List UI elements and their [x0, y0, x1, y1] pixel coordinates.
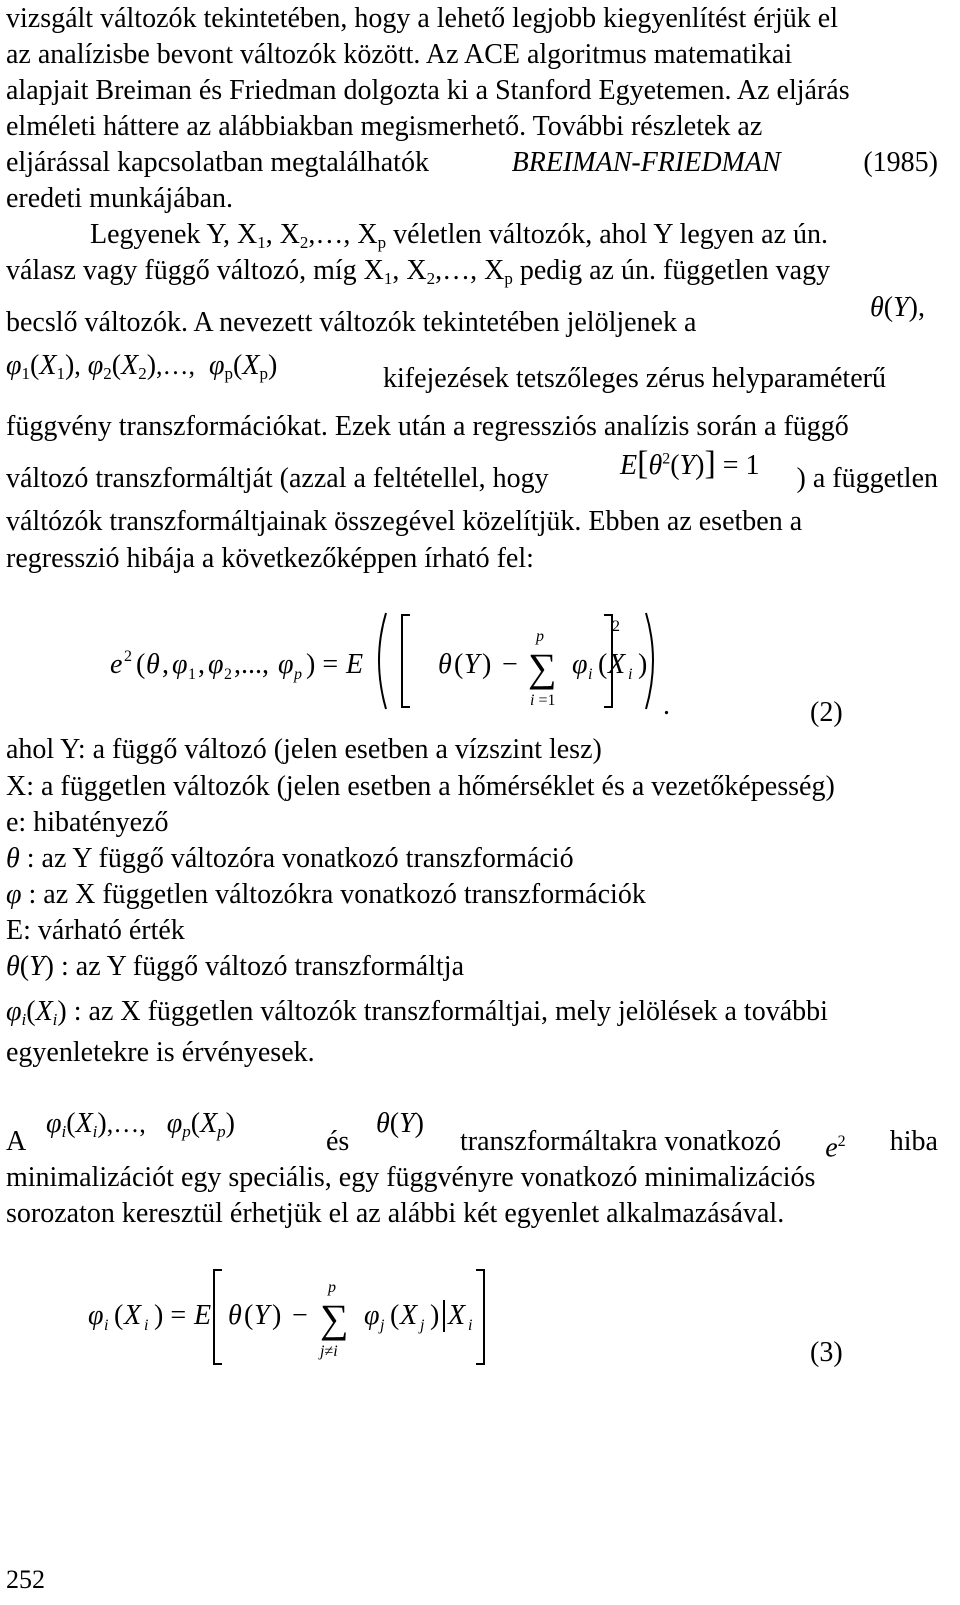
- svg-text:θ: θ: [228, 1300, 242, 1331]
- svg-text:2: 2: [224, 666, 232, 683]
- svg-text:i: i: [144, 1317, 149, 1334]
- equation-3: [88, 1262, 508, 1377]
- svg-text:φ: φ: [572, 649, 588, 680]
- svg-text:1: 1: [188, 666, 196, 683]
- svg-text:φ: φ: [364, 1300, 380, 1331]
- text-line: e: hibatényező: [6, 807, 169, 838]
- svg-text:Y: Y: [464, 649, 480, 680]
- svg-text:j: j: [380, 1317, 385, 1334]
- text-line: ahol Y: a függő változó (jelen esetben a vízszint lesz): [6, 734, 602, 765]
- svg-text:(: (: [454, 649, 464, 680]
- svg-text:i: i: [104, 1317, 109, 1334]
- svg-text:∑: ∑: [528, 645, 557, 690]
- text-line: minimalizációt egy speciális, egy függvényre vonatkozó minimalizációs: [6, 1162, 816, 1193]
- svg-text:X: X: [124, 1300, 142, 1331]
- equation-number: (3): [810, 1337, 843, 1368]
- theta-y-expression: θ(Y),: [870, 292, 925, 323]
- svg-text:(: (: [114, 1300, 124, 1331]
- phi-i-and-p-expression: $\varphi_i(X_i),\dots$, $\varphi_p(X_p)$: [46, 1108, 235, 1141]
- text-line: A: [6, 1126, 27, 1157]
- svg-text:): ): [638, 649, 648, 680]
- svg-text:,: ,: [198, 649, 205, 680]
- text-line: E: várható érték: [6, 915, 185, 946]
- text-line: az analízisbe bevont változók között. Az ACE algoritmus matematikai: [6, 39, 793, 70]
- equation-2: [110, 605, 670, 715]
- text-line: és: [326, 1126, 350, 1157]
- svg-text:(: (: [244, 1300, 254, 1331]
- theta-y-expression: θ(Y): [376, 1108, 424, 1139]
- text-line: eljárással kapcsolatban megtalálhatók BREIMAN-FRIEDMAN (1985): [6, 147, 938, 178]
- svg-text:,...,: ,...,: [234, 649, 269, 680]
- svg-text:,: ,: [162, 649, 169, 680]
- svg-text:j: j: [420, 1317, 425, 1334]
- svg-text:(: (: [390, 1300, 400, 1331]
- svg-text:) =: ) =: [306, 649, 339, 680]
- svg-text:φ: φ: [208, 649, 224, 680]
- svg-text:): ): [272, 1300, 282, 1331]
- svg-text:∑: ∑: [320, 1296, 349, 1341]
- svg-text:X: X: [400, 1300, 418, 1331]
- svg-text:e: e: [110, 649, 123, 680]
- svg-text:X: X: [448, 1300, 466, 1331]
- svg-text:i: i: [628, 666, 633, 683]
- svg-text:−: −: [502, 649, 518, 680]
- text-line: függvény transzformációkat. Ezek után a regressziós analízis során a függő: [6, 411, 849, 442]
- text-line: kifejezések tetszőleges zérus helyparaméterű: [383, 363, 886, 394]
- text-line: becslő változók. A nevezett változók tekintetében jelöljenek a: [6, 307, 697, 338]
- svg-text:(: (: [598, 649, 608, 680]
- text-line: alapjait Breiman és Friedman dolgozta ki a Stanford Egyetemen. Az eljárás: [6, 75, 850, 106]
- text-line: sorozaton keresztül érhetjük el az alábbi két egyenlet alkalmazásával.: [6, 1198, 785, 1229]
- text-line: X: a független változók (jelen esetben a hőmérséklet és a vezetőképesség): [6, 771, 835, 802]
- text-line: váltózók transzformáltjainak összegével közelítjük. Ebben az esetben a: [6, 506, 803, 537]
- text-line: transzformáltakra vonatkozó $e^2$ hiba: [460, 1126, 938, 1164]
- text-line: ) a független: [796, 463, 938, 494]
- text-line: egyenletekre is érvényesek.: [6, 1037, 315, 1068]
- svg-text:E: E: [194, 1300, 212, 1331]
- svg-text:): ): [482, 649, 492, 680]
- citation-authors: BREIMAN-FRIEDMAN: [511, 147, 781, 178]
- svg-text:p: p: [328, 1279, 336, 1296]
- svg-text:θ: θ: [438, 649, 452, 680]
- svg-text:i =1: i =1: [530, 692, 556, 709]
- phi-functions-expression: $\varphi_1(X_1)$, $\varphi_2(X_2),\dots$, $\varphi_p(X_p)$: [6, 350, 278, 383]
- text-line: Legyenek Y, $X_1$, $X_2,\dots$, $X_p$ véletlen változók, ahol Y legyen az ún.: [90, 219, 829, 252]
- text-line: regresszió hibája a következőképpen írható fel:: [6, 543, 534, 574]
- svg-text:i: i: [468, 1317, 473, 1334]
- svg-text:p: p: [536, 628, 544, 645]
- citation-year: (1985): [863, 147, 938, 178]
- text-line: θ(Y) : az Y függő változó transzformáltja: [6, 951, 464, 982]
- svg-text:j≠i: j≠i: [320, 1343, 338, 1360]
- svg-text:φ: φ: [172, 649, 188, 680]
- equation-number: (2): [810, 697, 843, 728]
- equation-period: .: [663, 690, 670, 721]
- svg-text:(: (: [136, 649, 146, 680]
- svg-text:2: 2: [612, 618, 620, 635]
- text-line: $\varphi_i(X_i)$ : az X független változók transzformáltjai, mely jelölések a további: [6, 996, 828, 1029]
- svg-text:φ: φ: [88, 1300, 104, 1331]
- text-line: változó transzformáltját (azzal a feltétellel, hogy: [6, 463, 549, 494]
- text-line: elméleti háttere az alábbiakban megismerhető. További részletek az: [6, 111, 763, 142]
- text-line: válasz vagy függő változó, míg $X_1$, $X_2,\dots$, $X_p$ pedig az ún. független vagy: [6, 255, 831, 288]
- svg-text:2: 2: [124, 648, 132, 665]
- svg-text:) =: ) =: [154, 1300, 187, 1331]
- svg-text:−: −: [292, 1300, 308, 1331]
- text-line: θ : az Y függő változóra vonatkozó transzformáció: [6, 843, 574, 874]
- svg-text:): ): [430, 1300, 440, 1331]
- svg-text:i: i: [588, 666, 593, 683]
- svg-text:φ: φ: [278, 649, 294, 680]
- text-line: eredeti munkájában.: [6, 183, 234, 214]
- page-number: 252: [6, 1565, 45, 1594]
- svg-text:E: E: [346, 649, 364, 680]
- text-line: φ : az X független változókra vonatkozó transzformációk: [6, 879, 646, 910]
- text-line: vizsgált változók tekintetében, hogy a lehető legjobb kiegyenlítést érjük el: [6, 3, 838, 34]
- svg-text:θ: θ: [146, 649, 160, 680]
- svg-text:p: p: [294, 666, 302, 683]
- expectation-constraint: $E[\theta^2(Y)] = 1$: [620, 445, 760, 482]
- svg-text:X: X: [608, 649, 626, 680]
- svg-text:Y: Y: [254, 1300, 270, 1331]
